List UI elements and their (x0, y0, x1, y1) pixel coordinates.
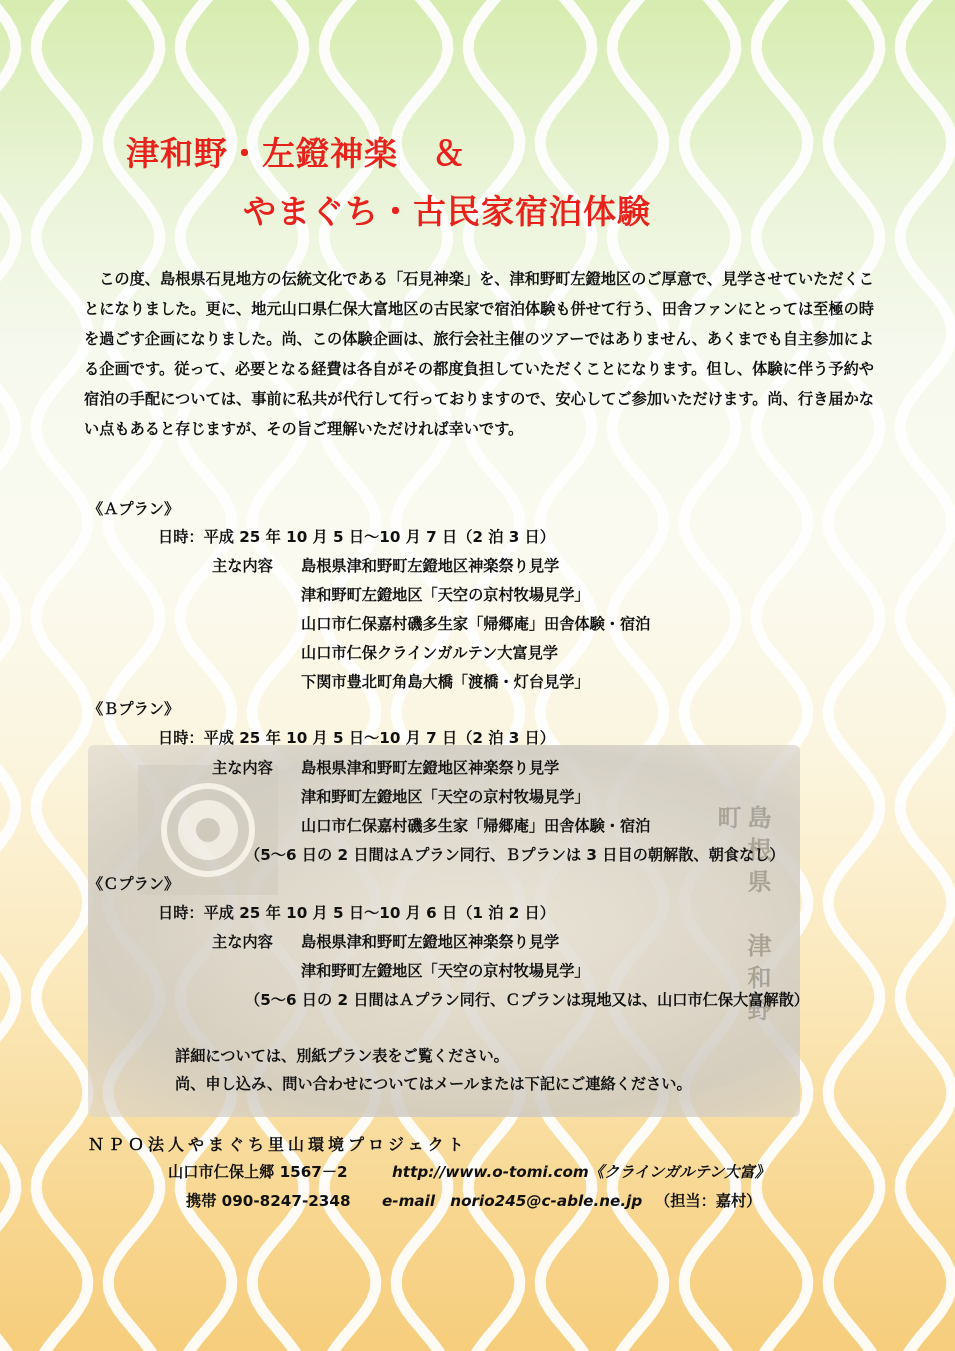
plan-a-date: 日時：平成 25 年 10 月 5 日～10 月 7 日（2 泊 3 日） (158, 528, 555, 546)
details-line-2: 尚、申し込み、問い合わせについてはメールまたは下記にご連絡ください。 (175, 1075, 692, 1093)
title-line-2: やまぐち・古民家宿泊体験 (243, 192, 651, 231)
email-link[interactable]: e-mail norio245@c-able.ne.jp (382, 1192, 643, 1210)
website-link[interactable]: http://www.o-tomi.com《クラインガルテン大富》 (392, 1163, 770, 1181)
intro-paragraph: この度、島根県石見地方の伝統文化である「石見神楽」を、津和野町左鐙地区のご厚意で、見学させていただくことになりました。更に、地元山口県仁保大富地区の古民家で宿泊体験も併せて行う、田舎ファンにとっては至極の時を過ごす企画になりました。尚、この体験企画は、旅行会社主催のツアーではありません、あくまでも自主参加による企画です。従って、必要となる経費は各自がその都度負担していただくことになります。但し、体験に伴う予約や宿泊の手配については、事前に私共が代行して行っておりますので、安心してご参加いただけます。尚、行き届かない点もあると存じますが、その旨ご理解いただければ幸いです。 (84, 270, 874, 438)
plan-b-item: 島根県津和野町左鐙地区神楽祭り見学 (301, 759, 560, 777)
plan-b-item: 山口市仁保嘉村磯多生家「帰郷庵」田舎体験・宿泊 (301, 817, 651, 835)
contact-address: 山口市仁保上郷 1567－2 (168, 1163, 348, 1181)
plan-a-item: 山口市仁保嘉村磯多生家「帰郷庵」田舎体験・宿泊 (301, 615, 651, 633)
contact-person: （担当：嘉村） (655, 1192, 762, 1210)
title-line-1: 津和野・左鐙神楽 ＆ (126, 134, 466, 173)
plan-c-header: 《Ｃプラン》 (88, 875, 180, 893)
plan-a-item: 島根県津和野町左鐙地区神楽祭り見学 (301, 557, 560, 575)
plan-c-item: 島根県津和野町左鐙地区神楽祭り見学 (301, 933, 560, 951)
plan-a-item: 津和野町左鐙地区「天空の京村牧場見学」 (301, 586, 590, 604)
plan-a-header: 《Ａプラン》 (88, 500, 180, 518)
plan-c-note: （5～6 日の 2 日間はＡプラン同行、Ｃプランは現地又は、山口市仁保大富解散） (245, 991, 809, 1009)
organization-name: ＮＰＯ法人やまぐち里山環境プロジェクト (88, 1135, 468, 1154)
plan-a-item: 下関市豊北町角島大橋「渡橋・灯台見学」 (301, 673, 590, 691)
plan-a-content-label: 主な内容 (212, 557, 273, 575)
plan-c-content-label: 主な内容 (212, 933, 273, 951)
plan-c-date: 日時：平成 25 年 10 月 5 日～10 月 6 日（1 泊 2 日） (158, 904, 555, 922)
plan-b-item: 津和野町左鐙地区「天空の京村牧場見学」 (301, 788, 590, 806)
details-line-1: 詳細については、別紙プラン表をご覧ください。 (175, 1047, 509, 1065)
plan-c-item: 津和野町左鐙地区「天空の京村牧場見学」 (301, 962, 590, 980)
plan-b-header: 《Ｂプラン》 (88, 700, 180, 718)
photo-banner-text: 島根県 津和野町 (713, 805, 772, 1029)
plan-b-date: 日時：平成 25 年 10 月 5 日～10 月 7 日（2 泊 3 日） (158, 729, 555, 747)
plan-a-item: 山口市仁保クラインガルテン大富見学 (301, 644, 558, 662)
plan-b-content-label: 主な内容 (212, 759, 273, 777)
plan-b-note: （5～6 日の 2 日間はＡプラン同行、Ｂプランは 3 日目の朝解散、朝食なし） (245, 846, 785, 864)
contact-phone: 携帯 090-8247-2348 (186, 1192, 351, 1210)
